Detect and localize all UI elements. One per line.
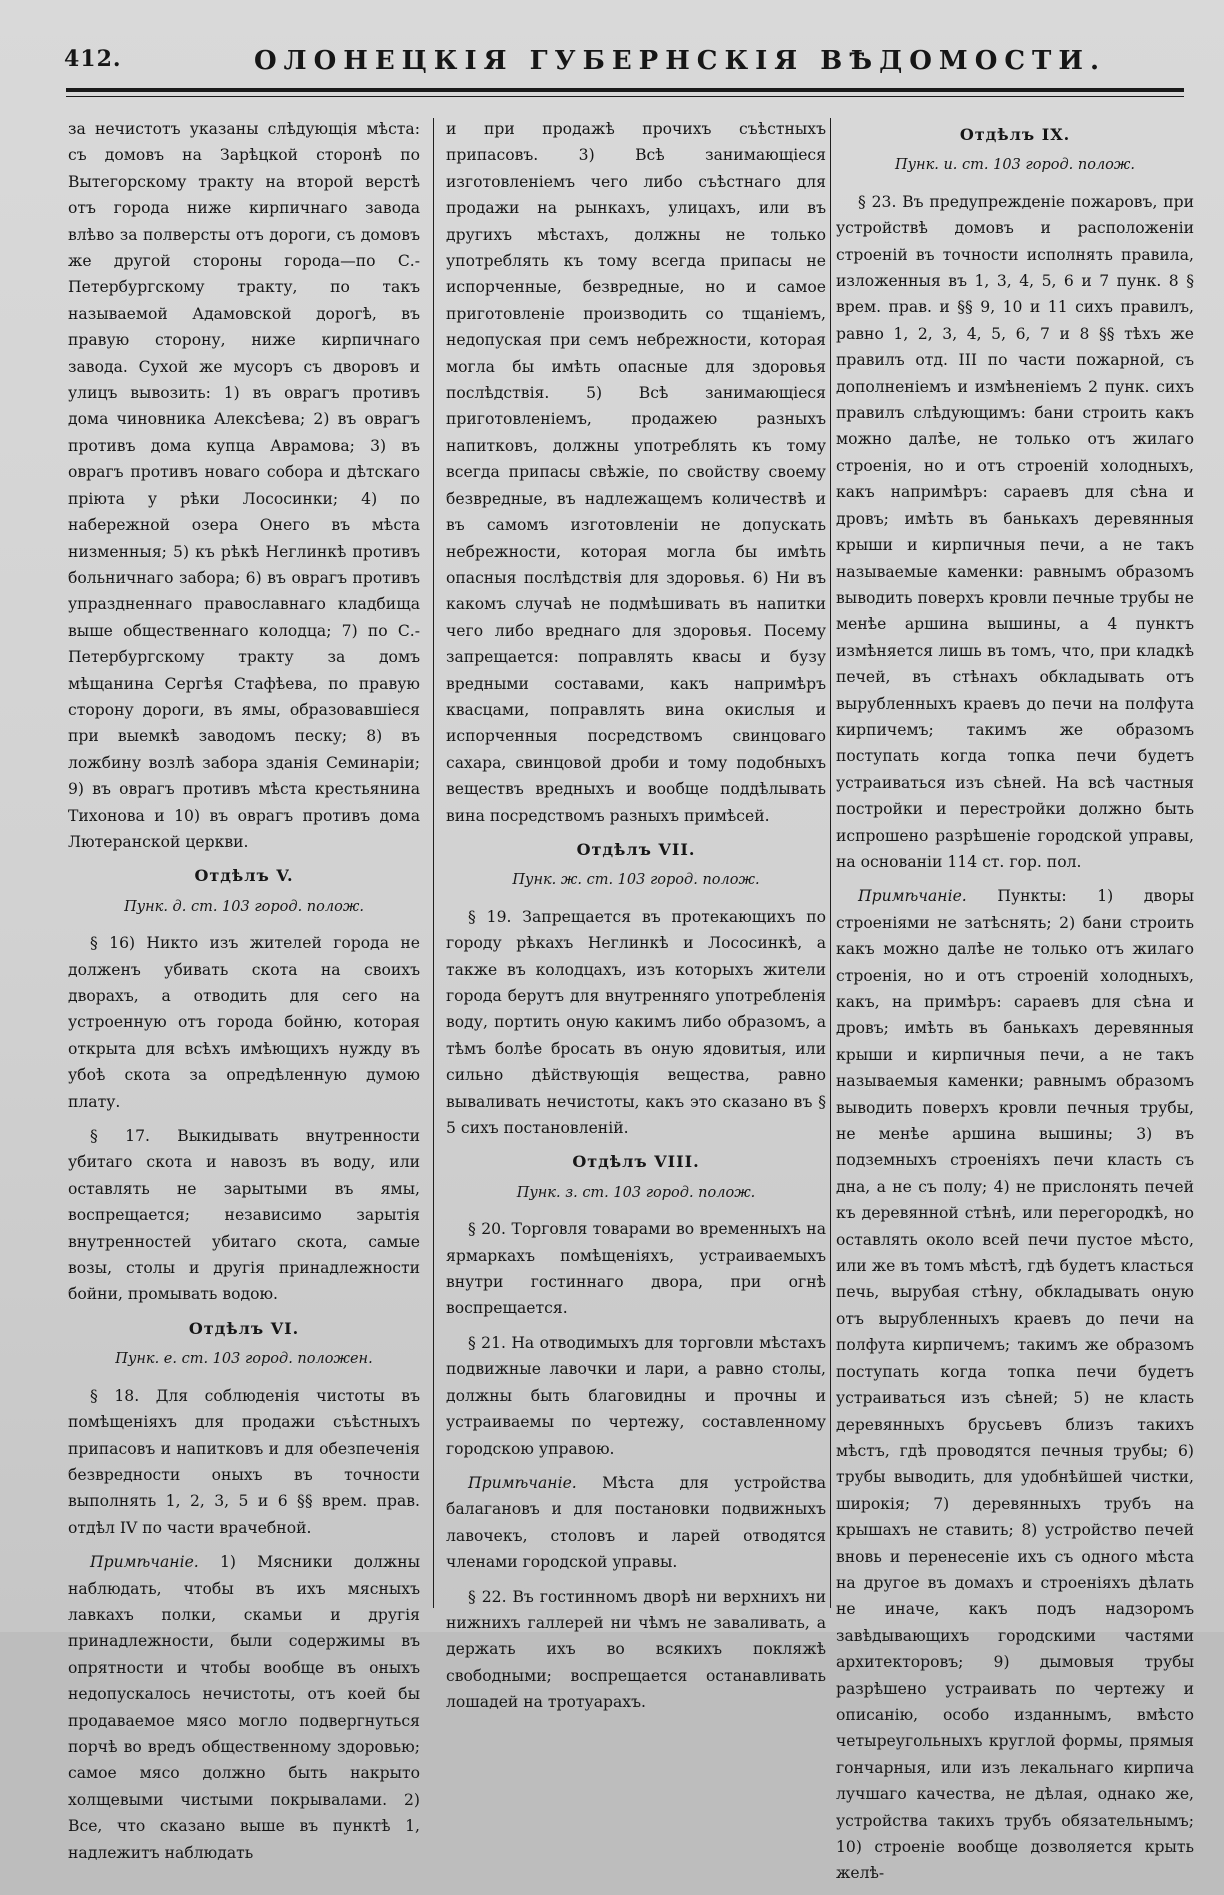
paragraph-20: § 20. Торговля товарами во временныхъ на ярмаркахъ помѣщеніяхъ, устраиваемыхъ внутри гостиннаго двора, при огнѣ воспрещается. <box>446 1220 826 1318</box>
masthead-title: ОЛОНЕЦКІЯ ГУБЕРНСКІЯ ВѢДОМОСТИ. <box>254 46 1106 76</box>
paragraph-continued: и при продажѣ прочихъ съѣстныхъ припасовъ. 3) Всѣ занимающіеся изготовленіемъ чего либо съѣстнаго для продажи на рынкахъ, улицахъ, или въ другихъ мѣстахъ, должны не только употреблять къ тому всегда припасы не испорченные, безвредные, но и самое приготовленіе производить со тщаніемъ, недопуская при семъ небрежности, которая могла бы имѣть опасные для здоровья послѣдствія. 5) Всѣ занимающіеся приготовленіемъ, продажею разныхъ напитковъ, должны употреблять къ тому всегда припасы свѣжіе, по свойству своему безвредные, въ надлежащемъ количествѣ и въ самомъ изготовленіи не допускать небрежности, которая могла бы имѣть опасныя послѣдствія для здоровья. 6) Ни въ какомъ случаѣ не подмѣшивать въ напитки чего либо вреднаго для здоровья. Посему запрещается: поправлять квасы и бузу вредными составами, какъ напримѣръ квасцами, поправлять вина окислыя и испорченныя посредствомъ свинцоваго сахара, свинцовой дроби и тому подобныхъ веществъ вредныхъ и вообще поддѣлывать вина посредствомъ разныхъ примѣсей. <box>446 120 826 825</box>
section-reference-v: Пунк. д. ст. 103 город. полож. <box>124 898 364 915</box>
paragraph-17: § 17. Выкидывать внутренности убитаго скота и навозъ въ воду, или оставлять не зарытыми въ ямы, воспрещается; независимо зарытія внутренностей убитаго скота, самые возы, столы и другія принадлежности бойни, промывать водою. <box>68 1127 420 1304</box>
section-heading-ix: Отдѣлъ IX. <box>959 125 1071 144</box>
paragraph-23: § 23. Въ предупрежденіе пожаровъ, при устройствѣ домовъ и расположеніи строеній въ точности исполнять правила, изложенныя въ 1, 3, 4, 5, 6 и 7 пунк. 8 § врем. прав. и §§ 9, 10 и 11 сихъ правилъ, равно 1, 2, 3, 4, 5, 6, 7 и 8 §§ тѣхъ же правилъ отд. III по части пожарной, съ дополненіемъ и измѣненіемъ 2 пунк. сихъ правилъ слѣдующимъ: бани строить какъ можно далѣе, не только отъ жилаго строенія, но и отъ строеній холодныхъ, какъ напримѣръ: сараевъ для сѣна и дровъ; имѣть въ банькахъ деревянныя крыши и кирпичныя печи, а не такъ называемые каменки: равнымъ образомъ выводить поверхъ кровли печные трубы не менѣе аршина вышины, а 4 пунктъ измѣняется лишь въ томъ, что, при кладкѣ печей, въ стѣнахъ обкладывать отъ вырубленныхъ краевъ до печи на полфута кирпичемъ; такимъ же образомъ поступать когда топка печи будетъ устраиваться изъ сѣней. На всѣ частныя постройки и перестройки должно быть испрошено разрѣшеніе городской управы, на основаніи 114 ст. гор. пол. <box>836 192 1194 871</box>
page-header <box>64 46 1184 86</box>
paragraph-22: § 22. Въ гостинномъ дворѣ ни верхнихъ ни нижнихъ галлерей ни чѣмъ не заваливать, а держать ихъ во всякихъ покляжѣ свободными; воспрещается останавливать лошадей на тротуарахъ. <box>446 1587 826 1712</box>
note-text: Мѣста для устройства балагановъ и для постановки подвижныхъ лавочекъ, столовъ и ларей отводятся членами городской управы. <box>446 1473 826 1572</box>
section-heading-v: Отдѣлъ V. <box>194 866 294 886</box>
note-paragraph <box>68 1549 420 1866</box>
column-3 <box>836 116 1194 1895</box>
column-2 <box>446 116 826 1724</box>
paragraph-16: § 16) Никто изъ жителей города не долженъ убивать скота на своихъ дворахъ, а отводить для сего на устроенную отъ города бойню, которая открыта для всѣхъ имѣющихъ нужду въ убоѣ скота за опредѣленную думою плату. <box>68 934 420 1111</box>
section-heading-vi: Отдѣлъ VI. <box>188 1318 300 1338</box>
column-1 <box>68 116 420 1874</box>
section-heading-viii: Отдѣлъ VIII. <box>572 1152 700 1172</box>
section-reference-vii: Пунк. ж. ст. 103 город. полож. <box>512 872 760 889</box>
note-text: Пункты: 1) дворы строеніями не затѣснять; 2) бани строить какъ можно далѣе не только отъ жилаго строенія, но и отъ строеній холодныхъ, какъ, на примѣръ: сараевъ для сѣна и дровъ; имѣть въ банькахъ деревянныя крыши и кирпичныя печи, а не такъ называемыя каменки; равнымъ образомъ выводить поверхъ кровли печныя трубы, не менѣе аршина вышины; 3) въ подземныхъ строеніяхъ печи класть съ дна, а не съ полу; 4) не прислонять печей къ деревянной стѣнѣ, или перегородкѣ, но оставлять около всей печи пустое мѣсто, или же въ томъ мѣстѣ, гдѣ будетъ класться печь, вырубая стѣну, обкладывать оную отъ вырубленныхъ краевъ до печи на полфута кирпичемъ; такимъ же образомъ поступать когда топка печи будетъ устраиваться изъ сѣней; 5) не класть деревянныхъ брусьевъ близъ такихъ мѣстъ, гдѣ проводятся печныя трубы; 6) трубы выводить, для удобнѣйшей чистки, широкія; 7) деревянныхъ трубъ на крышахъ не ставить; 8) устройство печей вновь и перенесеніе ихъ съ одного мѣста на другое въ домахъ и строеніяхъ дѣлать не иначе, какъ подъ надзоромъ завѣдывающихъ городскими частями архитекторовъ; 9) дымовыя трубы разрѣшено устраивать по чертежу и описанію, особо изданнымъ, вмѣсто четыреугольныхъ круглой формы, прямыя гончарныя, или изъ лекальнаго кирпича лучшаго качества, не дѣлая, однако же, устройства такихъ трубъ обязательнымъ; 10) строеніе вообще дозволяется крыть желѣ- <box>836 887 1194 1883</box>
note-label: Примѣчаніе. <box>858 887 967 906</box>
paragraph-18: § 18. Для соблюденія чистоты въ помѣщеніяхъ для продажи съѣстныхъ припасовъ и напитковъ и для обезпеченія безвредности оныхъ въ точности выполнять 1, 2, 3, 5 и 6 §§ врем. прав. отдѣл IV по части врачебной. <box>68 1386 420 1537</box>
note-text: 1) Мясники должны наблюдать, чтобы въ ихъ мясныхъ лавкахъ полки, скамьи и другія принадлежности, были содержимы въ опрятности и чтобы вообще въ оныхъ недопускалось нечистоты, отъ коей бы продаваемое мясо могло подвергнуться порчѣ во вредъ общественному здоровью; самое мясо должно быть накрыто холщевыми чистыми покрывалами. 2) Все, что сказано выше въ пунктѣ 1, надлежитъ наблюдать <box>68 1553 420 1862</box>
header-rule <box>66 88 1184 92</box>
note-label: Примѣчаніе. <box>90 1553 199 1572</box>
section-reference-vi: Пунк. е. ст. 103 город. положен. <box>115 1351 373 1368</box>
section-heading-vii: Отдѣлъ VII. <box>576 839 696 859</box>
section-reference-viii: Пунк. з. ст. 103 город. полож. <box>516 1184 756 1201</box>
note-paragraph <box>446 1470 826 1576</box>
page-number: 412. <box>64 46 122 72</box>
section-reference-ix: Пунк. и. ст. 103 город. полож. <box>894 157 1135 174</box>
paragraph-19: § 19. Запрещается въ протекающихъ по городу рѣкахъ Неглинкѣ и Лососинкѣ, а также въ колодцахъ, изъ которыхъ жители города берутъ для внутренняго употребленія воду, портить оную какимъ либо образомъ, а тѣмъ болѣе бросать въ оную ядовитыя, или сильно дѣйствующія вещества, равно вываливать нечистоты, какъ это сказано въ § 5 сихъ постановленій. <box>446 907 826 1138</box>
paragraph-21: § 21. На отводимыхъ для торговли мѣстахъ подвижные лавочки и лари, а равно столы, должны быть благовидны и прочны и устраиваемы по чертежу, составленному городскою управою. <box>446 1333 826 1458</box>
column-divider-2 <box>830 118 831 1608</box>
note-paragraph <box>836 883 1194 1886</box>
header-rule-thin <box>66 96 1184 97</box>
paragraph-continued: за нечистотъ указаны слѣдующія мѣста: съ домовъ на Зарѣцкой сторонѣ по Вытегорскому тракту на второй верстѣ отъ города ниже кирпичнаго завода влѣво за полверсты отъ дороги, съ домовъ же другой стороны города—по С.-Петербургскому тракту, по такъ называемой Адамовской дорогѣ, въ правую сторону, ниже кирпичнаго завода. Сухой же мусоръ съ дворовъ и улицъ вывозить: 1) въ оврагъ противъ дома чиновника Алексѣева; 2) въ оврагъ противъ дома купца Аврамова; 3) въ оврагъ противъ новаго собора и дѣтскаго пріюта у рѣки Лососинки; 4) по набережной озера Онего въ мѣста низменныя; 5) къ рѣкѣ Неглинкѣ противъ больничнаго забора; 6) въ оврагъ противъ упраздненнаго православнаго кладбища выше общественнаго колодца; 7) по С.-Петербургскому тракту за домъ мѣщанина Сергѣя Стафѣева, по правую сторону дороги, въ ямы, образовавшіеся при выемкѣ заводомъ песку; 8) въ ложбину возлѣ забора зданія Семинаріи; 9) въ оврагъ противъ мѣста крестьянина Тихонова и 10) въ оврагъ противъ дома Лютеранской церкви. <box>68 120 420 851</box>
note-label: Примѣчаніе. <box>468 1473 577 1492</box>
column-divider-1 <box>433 118 434 1608</box>
